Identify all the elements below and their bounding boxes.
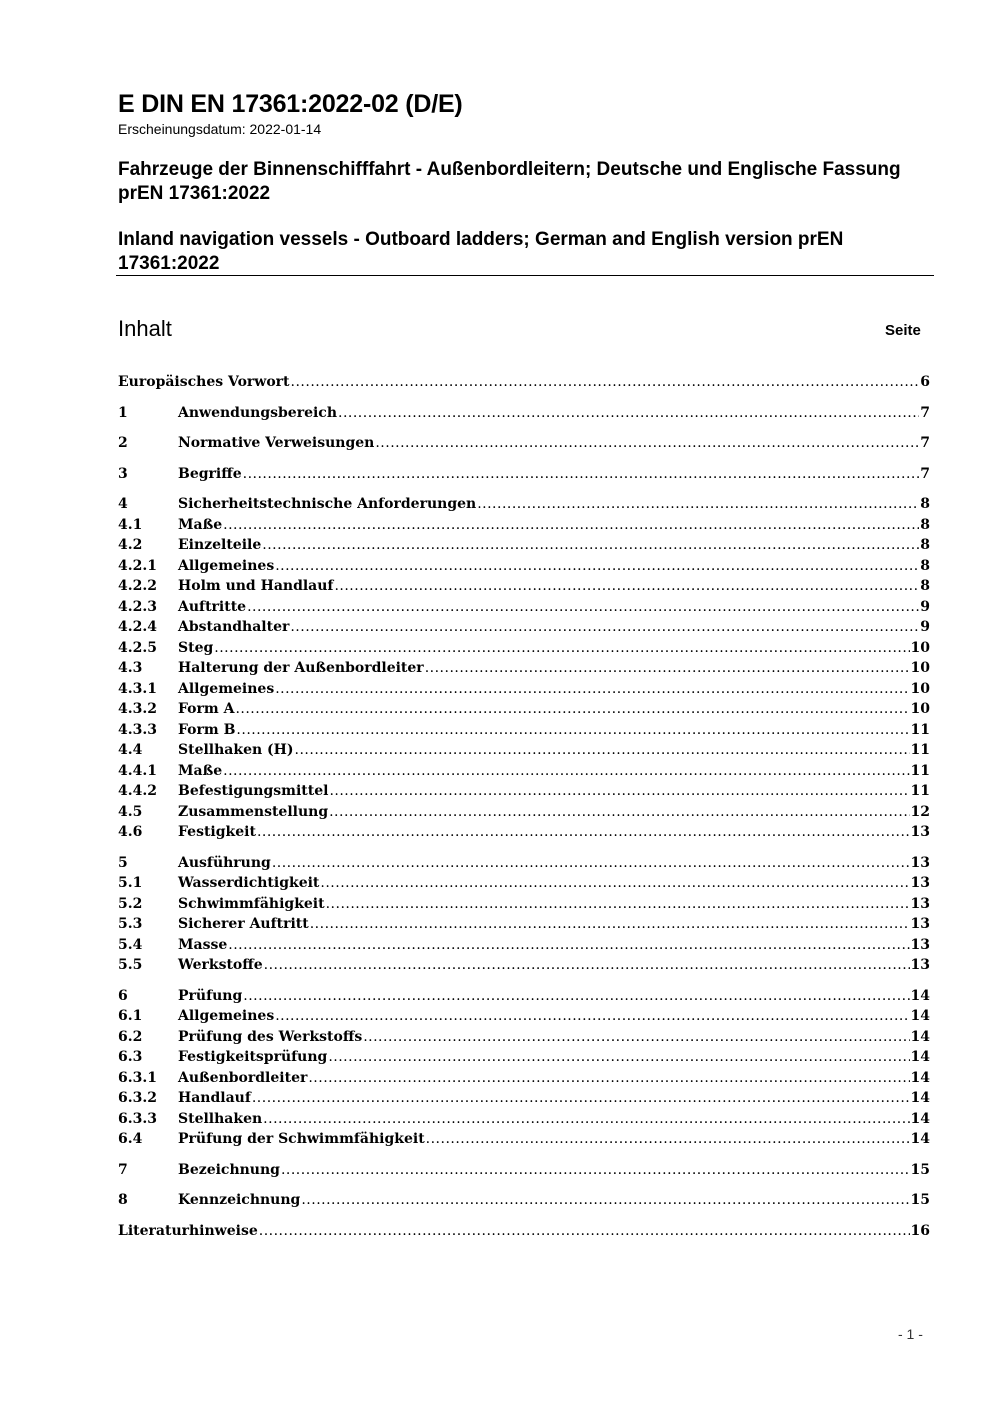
toc-dot-leader xyxy=(477,494,919,515)
toc-entry[interactable] xyxy=(118,894,930,915)
toc-entry[interactable] xyxy=(118,617,930,638)
toc-entry-label: Sicherer Auftritt xyxy=(178,916,309,932)
toc-entry-page: 8 xyxy=(920,578,930,594)
toc-entry[interactable] xyxy=(118,986,930,1007)
toc-entry[interactable] xyxy=(118,802,930,823)
toc-heading: Inhalt xyxy=(118,316,172,341)
toc-entry[interactable] xyxy=(118,515,930,536)
toc-dot-leader xyxy=(328,1047,909,1068)
toc-entry-page: 8 xyxy=(920,537,930,553)
toc-entry[interactable] xyxy=(118,556,930,577)
toc-entry[interactable] xyxy=(118,1221,930,1242)
toc-entry-label: Zusammenstellung xyxy=(178,803,329,820)
header-divider xyxy=(116,275,934,276)
toc-entry-page: 13 xyxy=(910,916,930,932)
toc-dot-leader xyxy=(375,433,919,454)
toc-dot-leader xyxy=(329,802,909,823)
toc-entry-page: 14 xyxy=(910,1028,930,1045)
toc-entry[interactable] xyxy=(118,740,930,761)
toc-entry-label: Bezeichnung xyxy=(178,1161,280,1178)
toc-entry-label: Einzelteile xyxy=(178,537,262,553)
toc-entry-number: 4.4.1 xyxy=(118,762,157,779)
toc-entry-label: Form B xyxy=(178,721,236,738)
toc-entry[interactable] xyxy=(118,372,930,393)
toc-dot-leader xyxy=(247,597,919,618)
toc-dot-leader xyxy=(275,1006,909,1027)
toc-entry-number: 4.2.3 xyxy=(118,598,157,615)
toc-entry-label: Begriffe xyxy=(178,465,242,482)
toc-dot-leader xyxy=(275,556,919,577)
publication-date: Erscheinungsdatum: 2022-01-14 xyxy=(118,121,322,137)
toc-entry-number: 5.3 xyxy=(118,916,143,932)
toc-entry[interactable] xyxy=(118,822,930,843)
toc-dot-leader xyxy=(214,638,909,659)
toc-dot-leader xyxy=(426,1129,910,1150)
toc-dot-leader xyxy=(291,372,920,393)
toc-entry[interactable] xyxy=(118,1027,930,1048)
toc-dot-leader xyxy=(235,699,909,720)
toc-entry-label: Form A xyxy=(178,701,235,717)
toc-entry-page: 10 xyxy=(910,660,930,676)
toc-dot-leader xyxy=(363,1027,909,1048)
toc-entry-page: 10 xyxy=(910,701,930,717)
toc-dot-leader xyxy=(329,781,909,802)
toc-entry-page: 7 xyxy=(920,435,930,451)
toc-entry-page: 13 xyxy=(910,824,930,840)
toc-entry-page: 14 xyxy=(910,1110,930,1127)
toc-dot-leader xyxy=(252,1088,910,1109)
toc-entry-number: 6.2 xyxy=(118,1028,143,1045)
toc-entry[interactable] xyxy=(118,1160,930,1181)
toc-entry[interactable] xyxy=(118,720,930,741)
toc-entry-page: 13 xyxy=(910,854,930,871)
toc-entry-label: Masse xyxy=(178,936,228,953)
toc-entry-label: Auftritte xyxy=(178,598,247,615)
toc-entry-number: 7 xyxy=(118,1161,128,1178)
toc-dot-leader xyxy=(326,894,910,915)
toc-entry[interactable] xyxy=(118,464,930,485)
toc-entry-page: 13 xyxy=(910,895,930,912)
toc-entry-number: 4.6 xyxy=(118,824,143,840)
toc-entry-number: 4.3.2 xyxy=(118,701,157,717)
toc-entry[interactable] xyxy=(118,494,930,515)
toc-entry-label: Festigkeitsprüfung xyxy=(178,1049,328,1065)
toc-dot-leader xyxy=(425,658,910,679)
toc-entry-number: 5 xyxy=(118,854,128,871)
toc-dot-leader xyxy=(223,761,909,782)
toc-entry-page: 6 xyxy=(920,374,930,390)
toc-entry-label: Maße xyxy=(178,762,223,779)
toc-entry-number: 6 xyxy=(118,987,128,1004)
toc-entry-label: Halterung der Außenbordleiter xyxy=(178,660,424,676)
toc-entry-label: Prüfung der Schwimmfähigkeit xyxy=(178,1131,425,1147)
toc-entry-number: 4.4.2 xyxy=(118,783,157,799)
toc-entry-page: 11 xyxy=(910,742,930,758)
toc-dot-leader xyxy=(262,535,919,556)
toc-entry-label: Festigkeit xyxy=(178,824,256,840)
toc-entry-number: 4.2 xyxy=(118,537,143,553)
toc-entry-page: 14 xyxy=(910,1049,930,1065)
toc-entry-number: 4.3.1 xyxy=(118,680,157,697)
toc-entry-label: Werkstoffe xyxy=(178,957,263,973)
toc-dot-leader xyxy=(259,1221,910,1242)
toc-entry-label: Stellhaken (H) xyxy=(178,742,294,758)
toc-entry-page: 13 xyxy=(910,875,930,891)
toc-entry-number: 5.2 xyxy=(118,895,143,912)
document-id: E DIN EN 17361:2022-02 (D/E) xyxy=(118,90,463,118)
toc-dot-leader xyxy=(320,873,909,894)
title-german: Fahrzeuge der Binnenschifffahrt - Außenbordleitern; Deutsche und Englische Fassung prEN 17361:2022 xyxy=(118,159,901,204)
toc-entry-number: 5.1 xyxy=(118,875,143,891)
toc-dot-leader xyxy=(264,955,910,976)
toc-entry[interactable] xyxy=(118,853,930,874)
toc-entry-page: 7 xyxy=(920,404,930,421)
toc-entry-page: 13 xyxy=(910,936,930,953)
toc-entry-label: Sicherheitstechnische Anforderungen xyxy=(178,496,477,512)
toc-entry-number: 5.5 xyxy=(118,957,143,973)
toc-dot-leader xyxy=(338,403,919,424)
toc-entry-page: 11 xyxy=(910,762,930,779)
toc-entry[interactable] xyxy=(118,1129,930,1150)
toc-dot-leader xyxy=(275,679,909,700)
toc-entry[interactable] xyxy=(118,761,930,782)
toc-dot-leader xyxy=(334,576,919,597)
toc-entry-label: Literaturhinweise xyxy=(118,1222,258,1239)
toc-entry[interactable] xyxy=(118,658,930,679)
toc-entry[interactable] xyxy=(118,699,930,720)
toc-entry-label: Abstandhalter xyxy=(178,619,290,635)
toc-dot-leader xyxy=(310,914,910,935)
toc-entry-label: Kennzeichnung xyxy=(178,1192,301,1208)
toc-entry-page: 8 xyxy=(920,516,930,533)
toc-entry-number: 6.3.1 xyxy=(118,1069,157,1086)
toc-entry[interactable] xyxy=(118,433,930,454)
toc-entry-label: Befestigungsmittel xyxy=(178,783,329,799)
toc-entry-number: 6.3.2 xyxy=(118,1090,157,1106)
toc-entry-page: 8 xyxy=(920,557,930,574)
toc-entry-number: 6.4 xyxy=(118,1131,143,1147)
table-of-contents xyxy=(118,372,930,1241)
toc-entry-number: 8 xyxy=(118,1192,128,1208)
toc-entry-page: 11 xyxy=(910,721,930,738)
toc-page-label: Seite xyxy=(885,322,921,339)
toc-entry-label: Prüfung des Werkstoffs xyxy=(178,1028,363,1045)
toc-entry-label: Normative Verweisungen xyxy=(178,435,375,451)
toc-entry-page: 9 xyxy=(920,619,930,635)
toc-entry[interactable] xyxy=(118,1006,930,1027)
toc-entry-label: Handlauf xyxy=(178,1090,251,1106)
toc-entry-page: 8 xyxy=(920,496,930,512)
toc-entry[interactable] xyxy=(118,873,930,894)
toc-entry-label: Ausführung xyxy=(178,854,271,871)
toc-entry[interactable] xyxy=(118,781,930,802)
toc-entry-label: Maße xyxy=(178,516,223,533)
toc-entry-page: 10 xyxy=(910,680,930,697)
toc-entry-number: 4.2.1 xyxy=(118,557,157,574)
toc-entry[interactable] xyxy=(118,597,930,618)
toc-dot-leader xyxy=(308,1068,909,1089)
toc-dot-leader xyxy=(223,515,919,536)
toc-dot-leader xyxy=(243,986,909,1007)
toc-entry-number: 4.4 xyxy=(118,742,143,758)
toc-dot-leader xyxy=(236,720,909,741)
toc-entry-label: Schwimmfähigkeit xyxy=(178,895,325,912)
toc-entry-page: 7 xyxy=(920,465,930,482)
toc-entry-page: 13 xyxy=(910,957,930,973)
toc-entry-number: 4.2.2 xyxy=(118,578,157,594)
toc-entry[interactable] xyxy=(118,1190,930,1211)
toc-entry[interactable] xyxy=(118,1047,930,1068)
toc-entry-page: 14 xyxy=(910,1131,930,1147)
toc-entry-label: Außenbordleiter xyxy=(178,1069,308,1086)
toc-entry[interactable] xyxy=(118,535,930,556)
toc-entry-page: 9 xyxy=(920,598,930,615)
toc-entry-number: 4.2.5 xyxy=(118,639,157,656)
toc-entry-label: Anwendungsbereich xyxy=(178,404,337,421)
toc-entry[interactable] xyxy=(118,576,930,597)
toc-dot-leader xyxy=(228,935,909,956)
page-number: - 1 - xyxy=(898,1326,923,1342)
toc-entry-page: 14 xyxy=(910,987,930,1004)
toc-entry-number: 6.3 xyxy=(118,1049,143,1065)
toc-entry-label: Holm und Handlauf xyxy=(178,578,334,594)
toc-dot-leader xyxy=(281,1160,910,1181)
toc-entry-number: 4.1 xyxy=(118,516,143,533)
toc-entry-label: Prüfung xyxy=(178,987,243,1004)
toc-entry-page: 14 xyxy=(910,1008,930,1024)
toc-entry-number: 4.3 xyxy=(118,660,143,676)
toc-entry-page: 15 xyxy=(910,1192,930,1208)
toc-dot-leader xyxy=(295,740,910,761)
toc-entry[interactable] xyxy=(118,1068,930,1089)
toc-entry-number: 6.1 xyxy=(118,1008,143,1024)
toc-entry-label: Allgemeines xyxy=(178,557,275,574)
toc-entry-label: Steg xyxy=(178,639,214,656)
toc-entry-page: 14 xyxy=(910,1069,930,1086)
toc-entry[interactable] xyxy=(118,1109,930,1130)
toc-entry-number: 4 xyxy=(118,496,128,512)
toc-entry-number: 4.5 xyxy=(118,803,143,820)
toc-dot-leader xyxy=(272,853,910,874)
toc-entry-number: 3 xyxy=(118,465,128,482)
toc-entry-label: Allgemeines xyxy=(178,680,275,697)
toc-entry-page: 14 xyxy=(910,1090,930,1106)
toc-entry[interactable] xyxy=(118,679,930,700)
toc-entry[interactable] xyxy=(118,403,930,424)
toc-entry-page: 16 xyxy=(910,1222,930,1239)
toc-entry-page: 15 xyxy=(910,1161,930,1178)
toc-entry-number: 2 xyxy=(118,435,128,451)
toc-entry[interactable] xyxy=(118,914,930,935)
toc-dot-leader xyxy=(243,464,920,485)
toc-entry-label: Wasserdichtigkeit xyxy=(178,875,320,891)
toc-entry[interactable] xyxy=(118,1088,930,1109)
toc-entry-number: 6.3.3 xyxy=(118,1110,157,1127)
toc-dot-leader xyxy=(301,1190,909,1211)
toc-entry-label: Stellhaken xyxy=(178,1110,263,1127)
toc-entry-page: 12 xyxy=(910,803,930,820)
toc-entry-number: 1 xyxy=(118,404,128,421)
toc-entry-label: Allgemeines xyxy=(178,1008,275,1024)
toc-dot-leader xyxy=(290,617,919,638)
toc-entry-page: 11 xyxy=(910,783,930,799)
toc-entry-label: Europäisches Vorwort xyxy=(118,374,290,390)
toc-dot-leader xyxy=(257,822,910,843)
title-english: Inland navigation vessels - Outboard ladders; German and English version prEN 17361:2022 xyxy=(118,229,844,274)
toc-entry-page: 10 xyxy=(910,639,930,656)
toc-entry-number: 4.2.4 xyxy=(118,619,157,635)
toc-entry-number: 5.4 xyxy=(118,936,143,953)
toc-entry[interactable] xyxy=(118,638,930,659)
toc-entry-number: 4.3.3 xyxy=(118,721,157,738)
toc-dot-leader xyxy=(263,1109,909,1130)
toc-entry[interactable] xyxy=(118,935,930,956)
toc-entry[interactable] xyxy=(118,955,930,976)
